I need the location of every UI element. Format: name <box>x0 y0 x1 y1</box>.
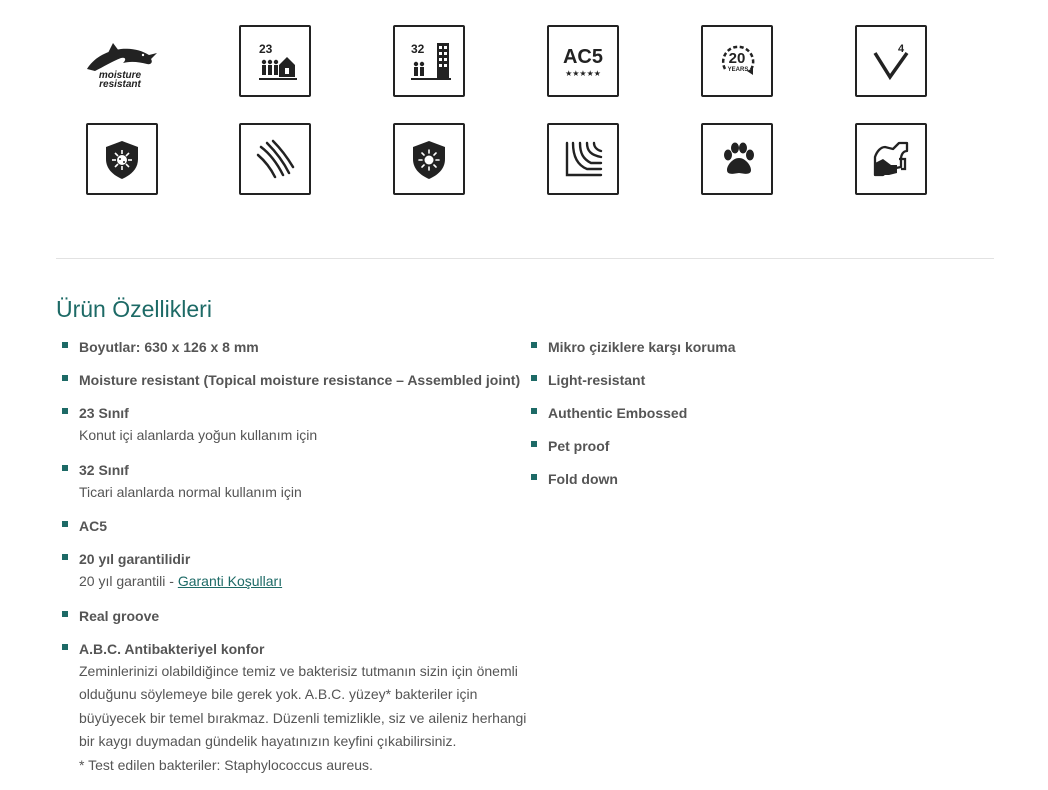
bullet-marker <box>62 644 68 650</box>
section-divider <box>56 258 994 259</box>
bullet-marker <box>531 474 537 480</box>
bullet-marker <box>531 342 537 348</box>
warranty-20-years-icon <box>701 25 773 97</box>
moisture-text-line1: moisture <box>98 70 142 81</box>
warranty-desc-text: 20 yıl garantili - <box>79 573 178 589</box>
moisture-text-line2: resistant <box>99 79 141 90</box>
feature-title: Fold down <box>548 471 618 487</box>
feature-footnote: * Test edilen bakteriler: Staphylococcus aureus. <box>79 756 373 773</box>
dolphin-moisture-icon <box>79 25 161 97</box>
bullet-marker <box>62 611 68 617</box>
feature-title: AC5 <box>79 518 108 534</box>
list-item <box>62 548 532 594</box>
class-23-residential-icon <box>239 25 311 97</box>
feature-title: 32 Sınıf <box>79 461 129 478</box>
feature-title: Boyutlar: 630 x 126 x 8 mm <box>79 339 259 355</box>
light-resistant-shield-icon <box>393 123 465 195</box>
list-item <box>62 402 532 448</box>
feature-title: Real groove <box>79 607 160 624</box>
class-32-number: 32 <box>411 42 425 56</box>
features-list-left <box>62 336 532 788</box>
bullet-marker <box>62 521 68 527</box>
feature-title: Mikro çiziklere karşı koruma <box>548 339 736 355</box>
list-item <box>531 435 971 457</box>
warranty-years-label: YEARS <box>727 67 749 73</box>
bevel-number: 4 <box>898 43 905 55</box>
warranty-terms-link[interactable]: Garanti Koşulları <box>177 573 283 589</box>
list-item <box>62 459 532 505</box>
feature-title: Moisture resistant (Topical moisture resistance – Assembled joint) <box>79 372 521 388</box>
ac5-label: AC5 <box>562 46 604 68</box>
v4-bevel-icon <box>855 25 927 97</box>
feature-title: Authentic Embossed <box>548 405 688 421</box>
feature-title: Light-resistant <box>548 372 646 388</box>
list-item <box>531 468 971 490</box>
feature-title: A.B.C. Antibakteriyel konfor <box>79 640 265 657</box>
list-item <box>62 336 532 358</box>
antibacterial-shield-icon <box>86 123 158 195</box>
ac5-rating-icon <box>547 25 619 97</box>
list-item <box>62 638 532 778</box>
bullet-marker <box>531 408 537 414</box>
class-23-number: 23 <box>259 42 273 56</box>
list-item <box>531 336 971 358</box>
list-item <box>62 369 532 391</box>
warranty-number: 20 <box>728 50 746 67</box>
list-item <box>62 515 532 537</box>
feature-title: 20 yıl garantilidir <box>79 551 191 567</box>
features-list-right <box>531 336 971 501</box>
bullet-marker <box>531 375 537 381</box>
feature-description: Zeminlerinizi olabildiğince temiz ve bakterisiz tutmanın sizin için önemli olduğunu söylemeye bile gerek yok. A.B.C. yüzey* bakteriler için büyüyecek bir temel bırakmaz. Düzenli temizlikle, siz ve aileniz herhangi bir kaygı duymadan gündelik hayatınızın keyfini çıkabilirsiniz. <box>79 662 527 749</box>
list-item <box>531 369 971 391</box>
feature-description: Konut içi alanlarda yoğun kullanım için <box>79 427 318 443</box>
bullet-marker <box>531 441 537 447</box>
ac5-stars: ★★★★★ <box>565 69 601 78</box>
fold-down-icon <box>855 123 927 195</box>
feature-icon-grid <box>0 0 1048 230</box>
feature-description <box>79 570 532 594</box>
feature-description: Ticari alanlarda normal kullanım için <box>79 483 302 500</box>
bullet-marker <box>62 408 68 414</box>
authentic-embossed-icon <box>547 123 619 195</box>
list-item <box>531 402 971 424</box>
list-item <box>62 605 532 627</box>
feature-title: Pet proof <box>548 438 610 454</box>
bullet-marker <box>62 375 68 381</box>
bullet-marker <box>62 342 68 348</box>
bullet-marker <box>62 554 68 560</box>
class-32-commercial-icon <box>393 25 465 97</box>
bullet-marker <box>62 465 68 471</box>
scratch-resistant-icon <box>239 123 311 195</box>
feature-title: 23 Sınıf <box>79 405 129 421</box>
section-title: Ürün Özellikleri <box>56 296 212 322</box>
paw-print-icon <box>701 123 773 195</box>
